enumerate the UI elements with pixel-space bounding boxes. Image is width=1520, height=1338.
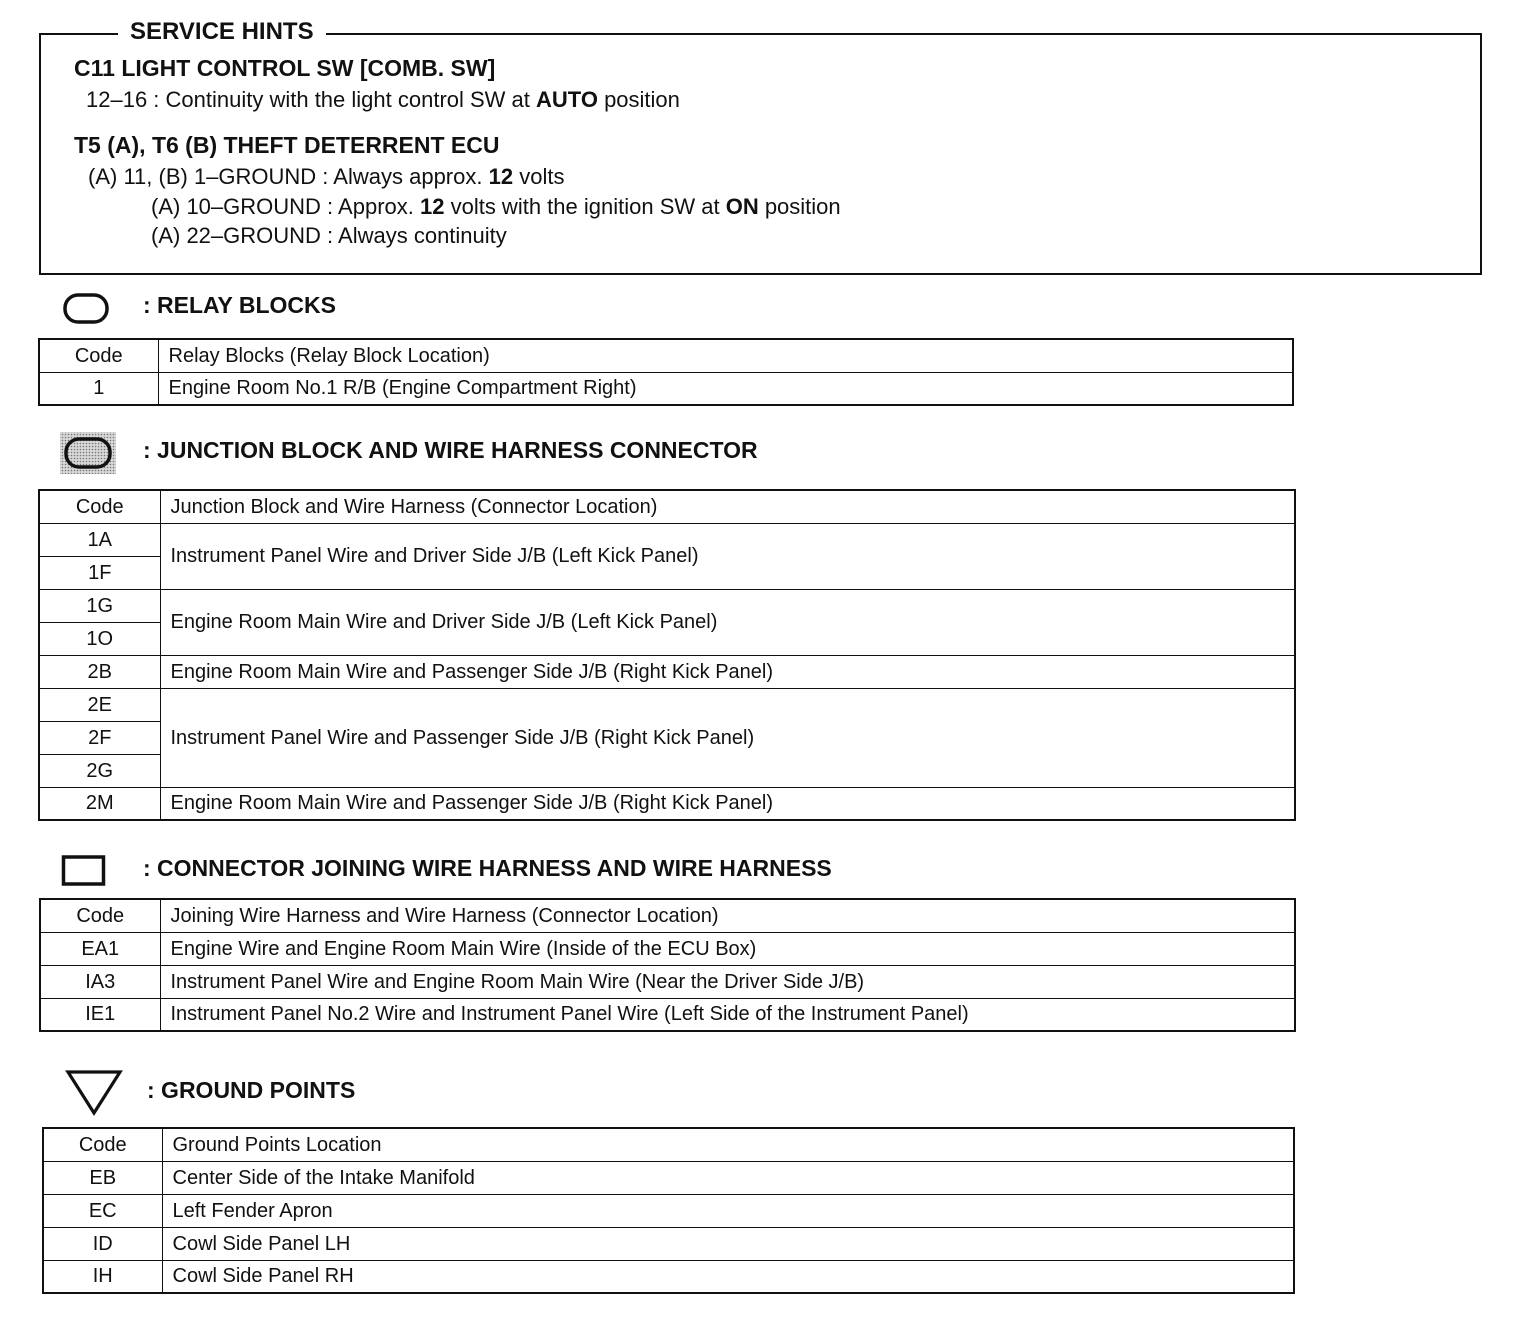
- c11-line-1: 12–16 : Continuity with the light control SW at AUTO position: [86, 87, 680, 112]
- table-row: [39, 787, 1295, 820]
- location-cell: Engine Room Main Wire and Passenger Side J/B (Right Kick Panel): [160, 655, 1295, 688]
- ground-points-title: : GROUND POINTS: [147, 1077, 356, 1103]
- table-row: [40, 998, 1295, 1031]
- code-cell: 1F: [39, 556, 160, 589]
- location-header: Joining Wire Harness and Wire Harness (Connector Location): [160, 899, 1295, 932]
- table-row: [39, 523, 1295, 556]
- code-cell: 2E: [39, 688, 160, 721]
- table-row: [40, 932, 1295, 965]
- code-cell: 1O: [39, 622, 160, 655]
- code-header: Code: [43, 1128, 162, 1161]
- table-header-row: [39, 490, 1295, 523]
- code-cell: EA1: [40, 932, 160, 965]
- t5t6-line-1: (A) 11, (B) 1–GROUND : Always approx. 12 volts: [88, 164, 565, 189]
- location-cell: Instrument Panel No.2 Wire and Instrument Panel Wire (Left Side of the Instrument Panel): [160, 998, 1295, 1031]
- code-cell: 2F: [39, 721, 160, 754]
- table-row: [39, 372, 1293, 405]
- relay-block-icon: [62, 292, 112, 326]
- code-cell: ID: [43, 1227, 162, 1260]
- ground-points-table: [42, 1127, 1295, 1294]
- connector-icon: [61, 854, 107, 888]
- location-header: Relay Blocks (Relay Block Location): [158, 339, 1293, 372]
- connector-table: [39, 898, 1296, 1032]
- t5t6-line-2: (A) 10–GROUND : Approx. 12 volts with the ignition SW at ON position: [151, 194, 841, 219]
- table-row: [40, 965, 1295, 998]
- table-row: [39, 589, 1295, 622]
- code-cell: EB: [43, 1161, 162, 1194]
- location-cell: Engine Room No.1 R/B (Engine Compartment Right): [158, 372, 1293, 405]
- location-cell: Instrument Panel Wire and Engine Room Main Wire (Near the Driver Side J/B): [160, 965, 1295, 998]
- code-cell: EC: [43, 1194, 162, 1227]
- location-header: Ground Points Location: [162, 1128, 1294, 1161]
- code-cell: 1G: [39, 589, 160, 622]
- code-cell: IE1: [40, 998, 160, 1031]
- code-cell: 2M: [39, 787, 160, 820]
- location-cell: Instrument Panel Wire and Passenger Side J/B (Right Kick Panel): [160, 688, 1295, 787]
- code-cell: 2B: [39, 655, 160, 688]
- code-cell: IH: [43, 1260, 162, 1293]
- location-cell: Engine Room Main Wire and Driver Side J/B (Left Kick Panel): [160, 589, 1295, 655]
- relay-blocks-title: : RELAY BLOCKS: [143, 292, 336, 318]
- location-cell: Cowl Side Panel RH: [162, 1260, 1294, 1293]
- table-row: [39, 655, 1295, 688]
- junction-block-icon: [58, 430, 118, 476]
- table-header-row: [40, 899, 1295, 932]
- code-header: Code: [40, 899, 160, 932]
- code-cell: 1A: [39, 523, 160, 556]
- location-cell: Engine Wire and Engine Room Main Wire (Inside of the ECU Box): [160, 932, 1295, 965]
- location-cell: Instrument Panel Wire and Driver Side J/B (Left Kick Panel): [160, 523, 1295, 589]
- table-row: [43, 1161, 1294, 1194]
- table-header-row: [39, 339, 1293, 372]
- junction-block-title: : JUNCTION BLOCK AND WIRE HARNESS CONNECTOR: [143, 437, 758, 463]
- code-cell: IA3: [40, 965, 160, 998]
- junction-block-table: [38, 489, 1296, 821]
- t5t6-line-3: (A) 22–GROUND : Always continuity: [151, 223, 507, 248]
- code-cell: 1: [39, 372, 158, 405]
- table-row: [39, 688, 1295, 721]
- table-row: [43, 1260, 1294, 1293]
- table-header-row: [43, 1128, 1294, 1161]
- relay-blocks-table: [38, 338, 1294, 406]
- table-row: [43, 1227, 1294, 1260]
- location-header: Junction Block and Wire Harness (Connector Location): [160, 490, 1295, 523]
- service-hints-title: SERVICE HINTS: [118, 17, 326, 47]
- ground-point-icon: [64, 1068, 124, 1118]
- code-header: Code: [39, 339, 158, 372]
- table-row: [43, 1194, 1294, 1227]
- location-cell: Center Side of the Intake Manifold: [162, 1161, 1294, 1194]
- t5t6-heading: T5 (A), T6 (B) THEFT DETERRENT ECU: [74, 132, 500, 158]
- code-cell: 2G: [39, 754, 160, 787]
- location-cell: Cowl Side Panel LH: [162, 1227, 1294, 1260]
- location-cell: Engine Room Main Wire and Passenger Side J/B (Right Kick Panel): [160, 787, 1295, 820]
- location-cell: Left Fender Apron: [162, 1194, 1294, 1227]
- c11-heading: C11 LIGHT CONTROL SW [COMB. SW]: [74, 55, 496, 81]
- code-header: Code: [39, 490, 160, 523]
- connector-title: : CONNECTOR JOINING WIRE HARNESS AND WIRE HARNESS: [143, 855, 832, 881]
